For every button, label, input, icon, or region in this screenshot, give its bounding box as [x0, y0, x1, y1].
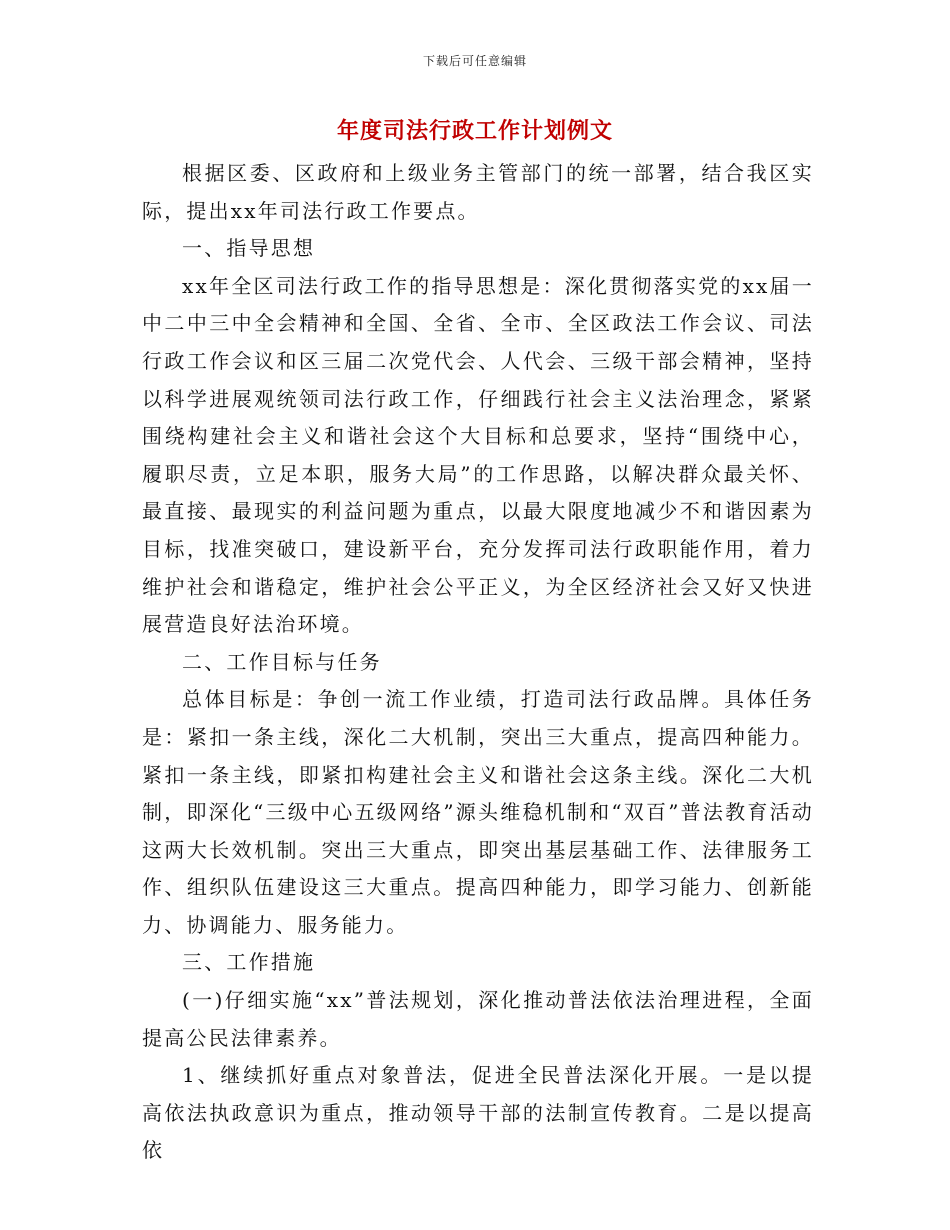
paragraph-goals-tasks: 总体目标是：争创一流工作业绩，打造司法行政品牌。具体任务是：紧扣一条主线，深化二大机制，突出三大重点，提高四种能力。紧扣一条主线，即紧扣构建社会主义和谐社会这条主线。深化二大机制，即深化“三级中心五级网络”源头维稳机制和“双百”普法教育活动这两大长效机制。突出三大重点，即突出基层基础工作、法律服务工作、组织队伍建设这三大重点。提高四种能力，即学习能力、创新能力、协调能力、服务能力。 [142, 687, 814, 937]
paragraph-measure-1-item-1: 1、继续抓好重点对象普法，促进全民普法深化开展。一是以提高依法执政意识为重点，推动领导干部的法制宣传教育。二是以提高依 [142, 1063, 814, 1163]
paragraph-guiding-thought: xx年全区司法行政工作的指导思想是：深化贯彻落实党的xx届一中二中三中全会精神和全国、全省、全市、全区政法工作会议、司法行政工作会议和区三届二次党代会、人代会、三级干部会精神，坚持以科学进展观统领司法行政工作，仔细践行社会主义法治理念，紧紧围绕构建社会主义和谐社会这个大目标和总要求，坚持“围绕中心，履职尽责，立足本职，服务大局”的工作思路，以解决群众最关怀、最直接、最现实的利益问题为重点，以最大限度地减少不和谐因素为目标，找准突破口，建设新平台，充分发挥司法行政职能作用，着力维护社会和谐稳定，维护社会公平正义，为全区经济社会又好又快进展营造良好法治环境。 [142, 273, 814, 637]
document-title: 年度司法行政工作计划例文 [336, 119, 613, 144]
section-heading-3: 三、工作措施 [182, 950, 316, 975]
section-heading-2: 二、工作目标与任务 [182, 649, 382, 674]
header-note: 下载后可任意编辑 [422, 54, 527, 68]
paragraph-intro: 根据区委、区政府和上级业务主管部门的统一部署，结合我区实际，提出xx年司法行政工作要点。 [142, 161, 814, 223]
paragraph-measure-1: (一)仔细实施“xx”普法规划，深化推动普法依法治理进程，全面提高公民法律素养。 [142, 988, 814, 1050]
section-heading-1: 一、指导思想 [182, 236, 316, 261]
document-body [142, 155, 814, 1170]
